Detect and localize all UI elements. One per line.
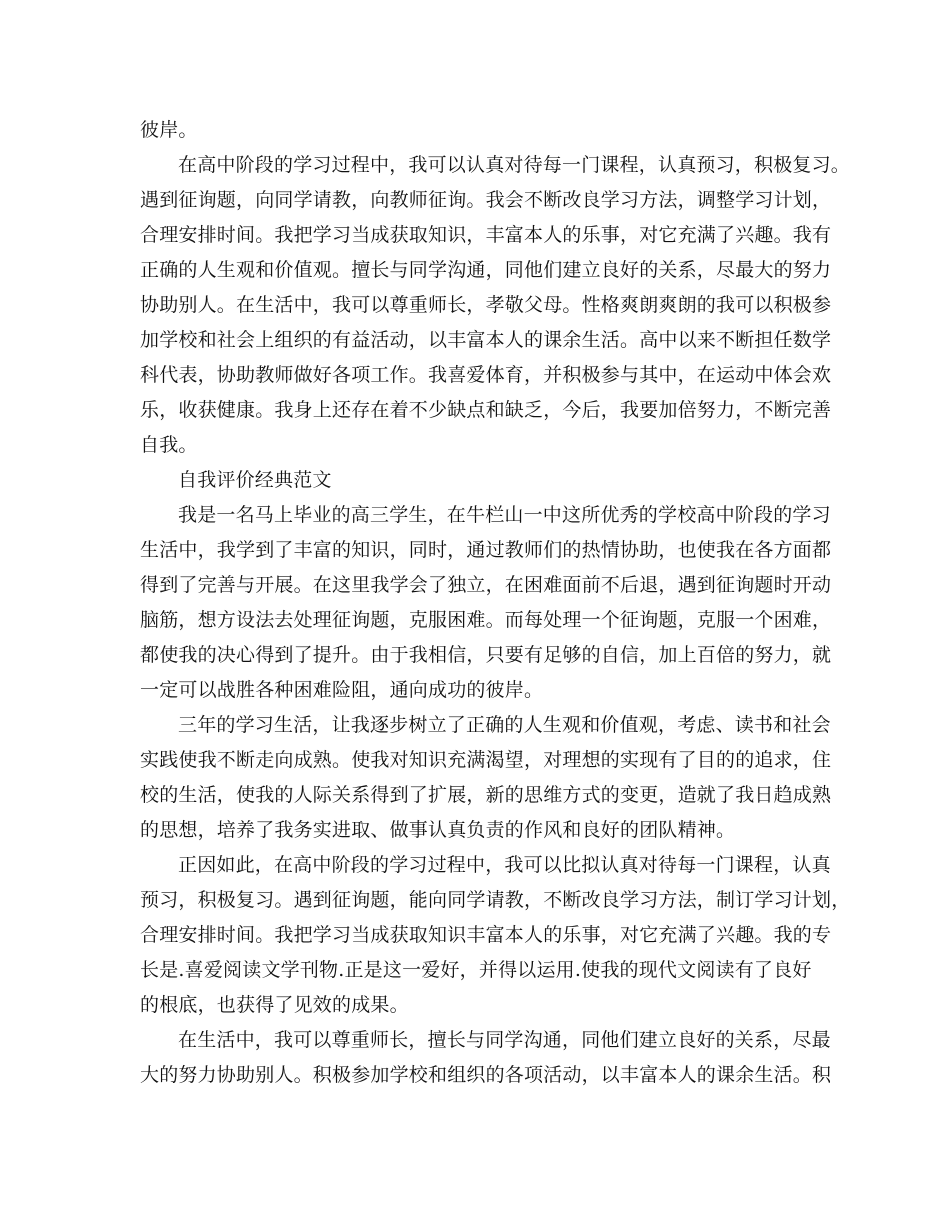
text-line: 在生活中，我可以尊重师长，擅长与同学沟通，同他们建立良好的关系，尽最 (178, 1029, 831, 1051)
text-line: 正确的人生观和价值观。擅长与同学沟通，同他们建立良好的关系，尽最大的努力 (140, 259, 832, 281)
text-line: 的思想，培养了我务实进取、做事认真负责的作风和良好的团队精神。 (140, 819, 736, 841)
text-line: 乐，收获健康。我身上还存在着不少缺点和缺乏，今后，我要加倍努力，不断完善 (140, 399, 832, 421)
text-line: 预习，积极复习。遇到征询题，能向同学请教，不断改良学习方法，制订学习计划， (140, 889, 851, 911)
text-line: 校的生活，使我的人际关系得到了扩展，新的思维方式的变更，造就了我日趋成熟 (140, 784, 832, 806)
section-heading: 自我评价经典范文 (178, 469, 332, 491)
text-line: 正因如此，在高中阶段的学习过程中，我可以比拟认真对待每一门课程，认真 (178, 854, 831, 876)
text-line: 脑筋，想方设法去处理征询题，克服困难。而每处理一个征询题，克服一个困难， (140, 609, 832, 631)
text-line: 得到了完善与开展。在这里我学会了独立，在困难面前不后退，遇到征询题时开动 (140, 574, 832, 596)
text-line: 的根底，也获得了见效的成果。 (140, 994, 409, 1016)
text-line: 彼岸。 (140, 119, 198, 141)
text-line: 实践使我不断走向成熟。使我对知识充满渴望，对理想的实现有了目的的追求，住 (140, 749, 832, 771)
text-line: 自我。 (140, 434, 198, 456)
text-line: 遇到征询题，向同学请教，向教师征询。我会不断改良学习方法，调整学习计划， (140, 189, 832, 211)
text-line: 生活中，我学到了丰富的知识，同时，通过教师们的热情协助，也使我在各方面都 (140, 539, 832, 561)
text-line: 加学校和社会上组织的有益活动，以丰富本人的课余生活。高中以来不断担任数学 (140, 329, 832, 351)
text-line: 都使我的决心得到了提升。由于我相信，只要有足够的自信，加上百倍的努力，就 (140, 644, 832, 666)
text-line: 合理安排时间。我把学习当成获取知识，丰富本人的乐事，对它充满了兴趣。我有 (140, 224, 832, 246)
text-line: 三年的学习生活，让我逐步树立了正确的人生观和价值观，考虑、读书和社会 (178, 714, 831, 736)
text-line: 协助别人。在生活中，我可以尊重师长，孝敬父母。性格爽朗爽朗的我可以积极参 (140, 294, 832, 316)
text-line: 在高中阶段的学习过程中，我可以认真对待每一门课程，认真预习，积极复习。 (178, 154, 851, 176)
text-line: 长是.喜爱阅读文学刊物.正是这一爱好，并得以运用.使我的现代文阅读有了良好 (140, 959, 812, 981)
text-line: 一定可以战胜各种困难险阻，通向成功的彼岸。 (140, 679, 544, 701)
text-line: 科代表，协助教师做好各项工作。我喜爱体育，并积极参与其中，在运动中体会欢 (140, 364, 832, 386)
text-line: 合理安排时间。我把学习当成获取知识丰富本人的乐事，对它充满了兴趣。我的专 (140, 924, 832, 946)
text-line: 大的努力协助别人。积极参加学校和组织的各项活动，以丰富本人的课余生活。积 (140, 1064, 832, 1086)
text-line: 我是一名马上毕业的高三学生，在牛栏山一中这所优秀的学校高中阶段的学习 (178, 504, 831, 526)
